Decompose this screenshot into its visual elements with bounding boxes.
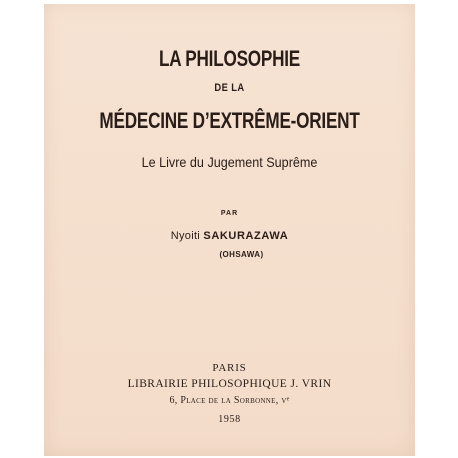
author-last-name: SAKURAZAWA (203, 230, 289, 242)
author-name (44, 230, 415, 242)
imprint-address: 6, Place de la Sorbonne, vᵉ (169, 395, 290, 406)
title-page (44, 4, 415, 456)
imprint-city: PARIS (212, 362, 247, 374)
byline-par: PAR (220, 210, 239, 217)
author-first-name: Nyoiti (170, 230, 201, 242)
imprint-publisher: LIBRAIRIE PHILOSOPHIQUE J. VRIN (127, 378, 332, 390)
book-title-line-2: DE LA (214, 82, 245, 94)
imprint-year: 1958 (218, 414, 241, 425)
book-title-line-3: MÉDECINE D’EXTRÊME-ORIENT (99, 108, 360, 133)
book-title-line-1: LA PHILOSOPHIE (158, 46, 301, 71)
book-subtitle: Le Livre du Jugement Suprême (141, 154, 318, 170)
author-alias: (OHSAWA) (219, 250, 264, 259)
